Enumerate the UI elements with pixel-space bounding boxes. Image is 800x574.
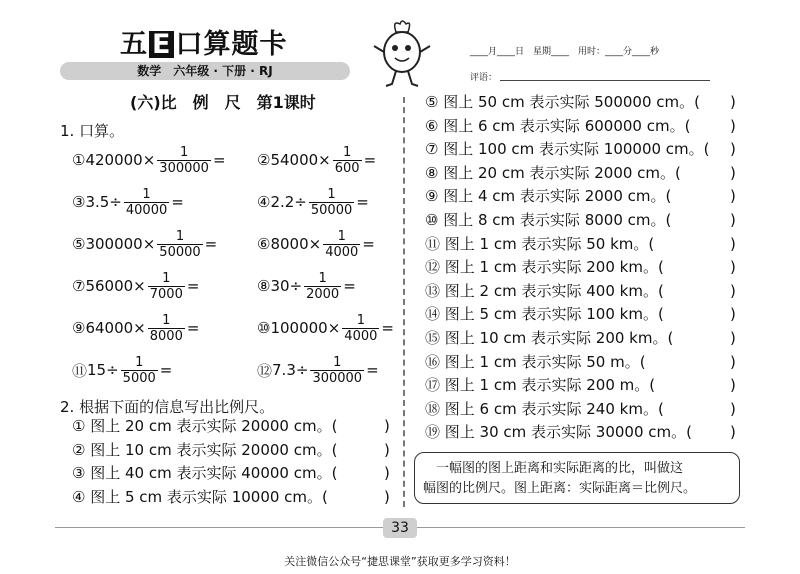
scale-item-text: ④ 图上 5 cm 表示实际 10000 cm。( [72,487,328,506]
problem-number: ⑪ [72,361,88,380]
lesson-title: (六)比 例 尺 第1课时 [130,93,316,112]
equals-sign: = [159,361,173,379]
equals-sign: = [366,361,379,379]
equals-sign: = [186,319,200,337]
fraction-numerator: 1 [162,270,171,286]
subject-bar: 数学 六年级 · 下册 · RJ [60,62,350,80]
answer-blank[interactable]: ) [384,440,390,459]
fraction-denominator: 7000 [149,286,183,302]
problem-number: ② [257,151,271,169]
calc-problem [257,308,394,348]
scale-item [425,327,745,351]
calc-problem [72,308,199,348]
problem-expression: 420000× [85,151,156,169]
problem-expression: 15÷ [87,361,119,379]
scale-item-text: ⑤ 图上 50 cm 表示实际 500000 cm。( [425,93,700,111]
scale-item-text: ② 图上 10 cm 表示实际 20000 cm。( [72,440,338,459]
calc-problem [257,350,379,390]
fraction-denominator: 2000 [306,286,340,302]
note-line-1: 一幅图的图上距离和实际距离的比，叫做这 [423,461,684,476]
scale-item [425,398,745,422]
scale-item [425,233,745,257]
scale-item [425,374,745,398]
answer-blank[interactable]: ) [730,399,736,418]
answer-blank[interactable]: ) [730,281,736,300]
scale-item-text: ⑭ 图上 5 cm 表示实际 100 km。( [425,305,664,324]
fraction [148,313,185,344]
brand-e-logo: E [149,31,174,58]
problem-number: ⑧ [257,277,271,295]
fraction-numerator: 1 [333,354,342,370]
problem-number: ④ [257,193,271,211]
equals-sign: = [343,277,356,295]
problem-expression: 100000× [270,319,341,337]
calc-problem [257,182,369,222]
problem-expression: 30÷ [270,277,303,295]
fraction [121,355,158,386]
scale-item [72,439,392,463]
fraction-numerator: 1 [343,144,352,160]
answer-blank[interactable]: ) [384,487,390,506]
fraction-numerator: 1 [356,312,365,328]
fraction-numerator: 1 [327,186,336,202]
problem-number: ③ [72,193,86,211]
scale-item-text: ⑨ 图上 4 cm 表示实际 2000 cm。( [425,187,672,206]
problem-number: ⑫ [257,361,273,380]
answer-blank[interactable]: ) [730,328,736,347]
page-number: 33 [383,518,417,538]
answer-blank[interactable]: ) [730,163,736,182]
fraction-denominator: 50000 [310,202,353,218]
footer-text: 关注微信公众号“捷思课堂”获取更多学习资料！ [284,555,516,568]
fraction-denominator: 50000 [159,244,201,260]
brand-prefix: 五 [120,29,148,60]
scale-item [425,303,745,327]
fraction-denominator: 4000 [325,244,359,260]
calc-problem [72,182,184,222]
fraction [304,271,341,302]
calc-problem [72,266,199,306]
answer-blank[interactable]: ) [730,305,736,324]
fraction-denominator: 8000 [149,328,183,344]
problem-number: ⑩ [257,319,271,337]
scale-list-left [72,415,392,509]
comment-label: 评语： [470,73,498,83]
fraction-denominator: 300000 [312,370,363,386]
scale-item [425,162,745,186]
problem-expression: 8000× [270,235,322,253]
comment-line [500,80,710,81]
answer-blank[interactable]: ) [730,258,736,277]
answer-blank[interactable]: ) [730,210,736,229]
note-line-2: 幅图的比例尺。图上距离：实际距离＝比例尺。 [423,481,697,496]
calc-problem [257,266,356,306]
fraction-numerator: 1 [337,228,346,244]
section2-title: 2. 根据下面的信息写出比例尺。 [60,398,275,416]
problem-expression: 3.5÷ [85,193,122,211]
problem-expression: 56000× [85,277,146,295]
problem-expression: 64000× [85,319,146,337]
calc-problem [72,224,217,264]
scale-item [425,351,745,375]
fraction-denominator: 600 [334,160,360,176]
equals-sign: = [171,193,184,211]
answer-blank[interactable]: ) [730,93,736,111]
scale-item-text: ⑬ 图上 2 cm 表示实际 400 km。( [425,281,664,300]
equals-sign: = [381,319,394,337]
column-divider [403,97,405,507]
answer-blank[interactable]: ) [730,116,736,135]
section1-title: 1. 口算。 [60,122,125,140]
fraction [148,271,185,302]
scale-item-text: ⑪ 图上 1 cm 表示实际 50 km。( [425,234,655,253]
fraction [342,313,379,344]
equals-sign: = [204,235,218,253]
date-time-line: ____月____日 星期____ 用时：____分____秒 [470,47,660,57]
scale-item-text: ⑩ 图上 8 cm 表示实际 8000 cm。( [425,210,672,229]
scale-item-text: ⑥ 图上 6 cm 表示实际 600000 cm。( [425,116,691,135]
fraction-denominator: 300000 [159,160,209,176]
fraction-denominator: 5000 [122,370,156,386]
answer-blank[interactable]: ) [730,187,736,206]
answer-blank[interactable]: ) [384,417,390,435]
equals-sign: = [363,151,377,169]
scale-item [425,115,745,139]
radish-mascot-icon [370,18,434,90]
problem-expression: 2.2÷ [270,193,307,211]
problem-expression: 7.3÷ [272,361,309,379]
scale-item-text: ③ 图上 40 cm 表示实际 40000 cm。( [72,464,338,483]
equals-sign: = [356,193,369,211]
fraction [157,229,202,260]
fraction-numerator: 1 [318,270,327,286]
answer-blank[interactable]: ) [384,464,390,483]
problem-expression: 54000× [270,151,331,169]
fraction-denominator: 4000 [344,328,378,344]
problem-expression: 300000× [85,235,156,253]
definition-note [414,452,740,504]
equals-sign: = [362,235,375,253]
scale-item-text: ① 图上 20 cm 表示实际 20000 cm。( [72,417,338,435]
problem-number: ⑤ [72,235,86,253]
scale-item [425,209,745,233]
problem-number: ⑦ [72,277,86,295]
problem-number: ⑨ [72,319,86,337]
scale-item-text: ⑰ 图上 1 cm 表示实际 200 m。( [425,376,656,395]
scale-item [72,415,392,439]
brand-title [120,22,287,61]
problem-number: ① [72,151,86,169]
fraction [323,229,360,260]
fraction-numerator: 1 [175,228,185,244]
answer-blank[interactable]: ) [730,376,736,395]
fraction [124,187,169,218]
scale-item [425,91,745,115]
fraction-numerator: 1 [162,312,171,328]
answer-blank[interactable]: ) [730,352,736,371]
fraction [157,145,211,176]
fraction-denominator: 40000 [125,202,168,218]
brand-suffix: 口算题卡 [175,29,288,60]
scale-item [425,421,745,445]
fraction [333,145,362,176]
scale-item-text: ⑫ 图上 1 cm 表示实际 200 km。( [425,258,664,277]
fraction-numerator: 1 [135,354,144,370]
answer-blank[interactable]: ) [730,423,736,442]
scale-item-text: ⑲ 图上 30 cm 表示实际 30000 cm。( [425,423,692,442]
scale-item [72,462,392,486]
calc-problem [72,140,226,180]
scale-item [72,486,392,510]
answer-blank[interactable]: ) [730,140,736,159]
scale-item-text: ⑦ 图上 100 cm 表示实际 100000 cm。( [425,140,710,159]
calc-problem [72,350,172,390]
scale-item [425,138,745,162]
calc-problem [257,140,376,180]
fraction-numerator: 1 [179,144,189,160]
scale-item-text: ⑱ 图上 6 cm 表示实际 240 km。( [425,399,664,418]
fraction [309,187,354,218]
answer-blank[interactable]: ) [730,234,736,253]
fraction-numerator: 1 [142,186,151,202]
scale-item-text: ⑮ 图上 10 cm 表示实际 200 km。( [425,328,674,347]
scale-list-right [425,91,745,445]
scale-item [425,185,745,209]
scale-item [425,256,745,280]
equals-sign: = [212,151,226,169]
scale-item [425,280,745,304]
scale-item-text: ⑧ 图上 20 cm 表示实际 2000 cm。( [425,163,681,182]
equals-sign: = [186,277,200,295]
scale-item-text: ⑯ 图上 1 cm 表示实际 50 m。( [425,352,646,371]
calc-problem [257,224,375,264]
fraction [310,355,364,386]
problem-number: ⑥ [257,235,271,253]
